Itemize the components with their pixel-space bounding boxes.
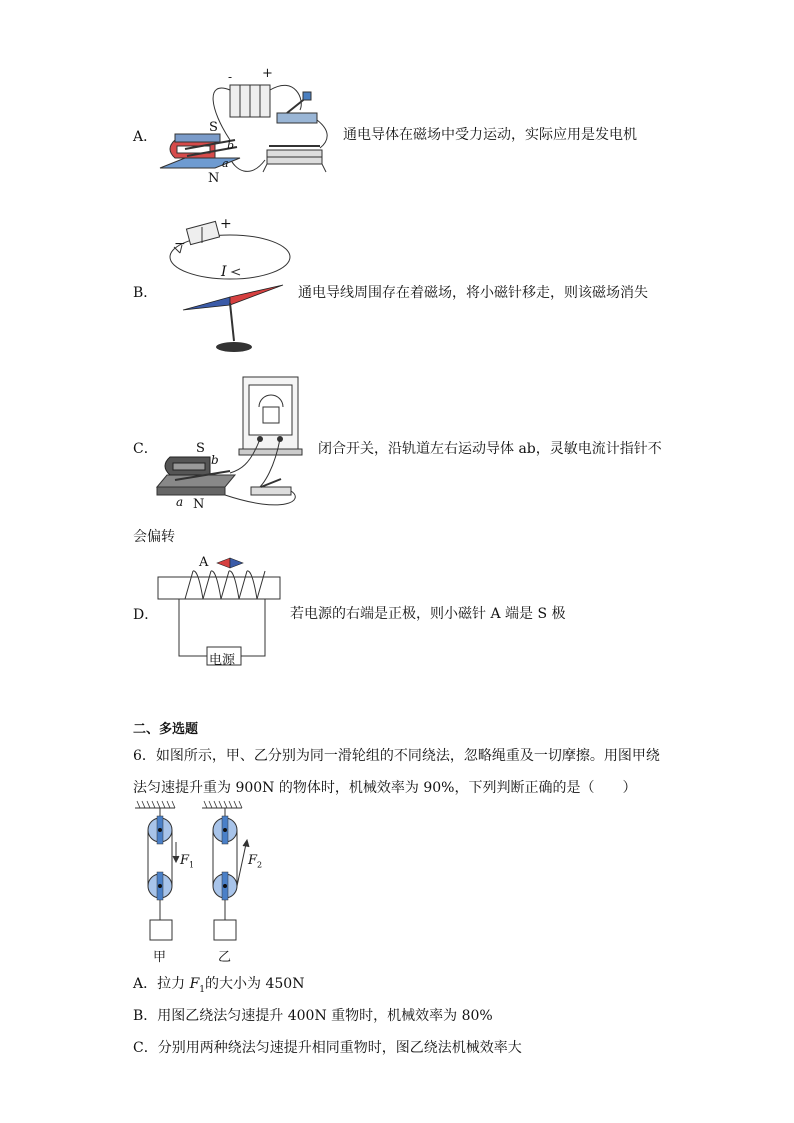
fig-label-yi: 乙 <box>218 950 232 965</box>
fig-d-a: A <box>199 555 209 570</box>
q6-option-a: A．拉力 $F_1$的大小为 450N <box>133 976 305 995</box>
option-b-text: 通电导线周围存在着磁场，将小磁针移走，则该磁场消失 <box>298 285 648 301</box>
fig-d-power-supply: 电源 <box>209 653 236 668</box>
option-c-label: C． <box>133 441 158 457</box>
fig-a-s: S <box>209 120 218 135</box>
fig-label-jia: 甲 <box>153 950 167 965</box>
option-a-label: A． <box>133 129 158 145</box>
figure-a-motor-experiment <box>155 70 340 185</box>
section-title-multiple-choice: 二、多选题 <box>133 722 199 737</box>
q6-option-c: C．分别用两种绕法匀速提升相同重物时，图乙绕法机械效率大 <box>133 1040 522 1056</box>
q6-stem-line1: 6．如图所示，甲、乙分别为同一滑轮组的不同绕法，忽略绳重及一切摩擦。用图甲绕 <box>133 748 660 764</box>
fig-a-b: b <box>227 139 235 152</box>
option-c-text-continued: 会偏转 <box>133 529 175 545</box>
q6-stem-line2: 法匀速提升重为 900N 的物体时，机械效率为 90%，下列判断正确的是（ ） <box>133 780 637 796</box>
option-d-label: D． <box>133 607 159 623</box>
fig-c-n: N <box>193 497 205 512</box>
figure-b-oersted-experiment <box>168 215 298 355</box>
fig-c-b: b <box>211 453 219 467</box>
fig-c-a: a <box>176 495 184 509</box>
fig-a-a: a <box>222 157 229 170</box>
option-d-text: 若电源的右端是正极，则小磁针 A 端是 S 极 <box>290 606 566 622</box>
figure-c-induction-experiment <box>155 375 305 515</box>
fig-a-plus: + <box>262 66 273 81</box>
fig-b-plus: + <box>220 216 232 232</box>
fig-c-s: S <box>196 441 205 456</box>
figure-pulley-systems <box>130 800 280 965</box>
option-b-label: B． <box>133 285 158 301</box>
option-c-text: 闭合开关，沿轨道左右运动导体 ab，灵敏电流计指针不 <box>318 441 662 457</box>
fig-f2-label: $F_2$ <box>248 853 263 870</box>
fig-a-n: N <box>208 171 220 186</box>
q6-option-b: B．用图乙绕法匀速提升 400N 重物时，机械效率为 80% <box>133 1008 493 1024</box>
fig-b-current-i: I <box>221 264 227 280</box>
fig-a-minus: - <box>228 70 233 84</box>
fig-f1-label: $F_1$ <box>180 853 195 870</box>
fig-b-minus: − <box>174 236 186 252</box>
option-a-text: 通电导体在磁场中受力运动，实际应用是发电机 <box>343 127 637 143</box>
